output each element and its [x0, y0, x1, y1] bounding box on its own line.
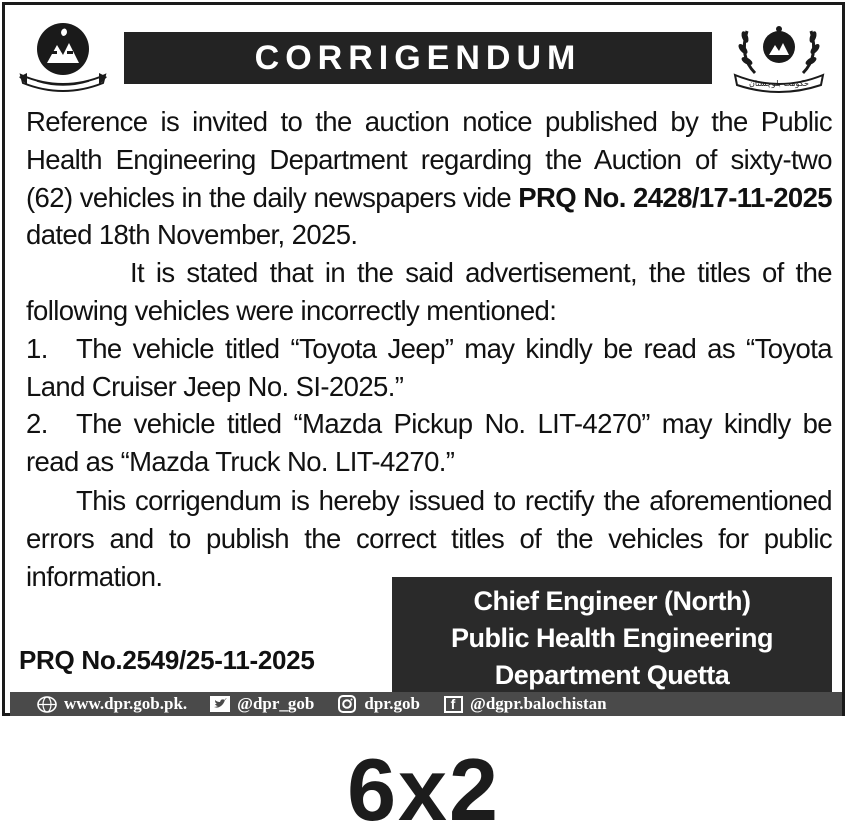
- notice-frame: [2, 2, 845, 716]
- list-item-text: The vehicle titled “Mazda Pickup No. LIT-4270” may kindly be read as “Mazda Truck No. LIT-4270.”: [26, 408, 832, 478]
- footer-website[interactable]: [36, 694, 187, 714]
- footer-bar: [10, 692, 842, 716]
- reference-date: dated 18th November, 2025.: [26, 219, 358, 251]
- signature-location: Department Quetta: [494, 660, 730, 690]
- facebook-handle[interactable]: @dgpr.balochistan: [470, 694, 607, 713]
- reference-paragraph: [26, 103, 832, 254]
- balochistan-emblem-right-icon: [721, 17, 837, 95]
- list-item-number: 1.: [26, 332, 48, 364]
- list-item-text: The vehicle titled “Toyota Jeep” may kindly be read as “Toyota Land Cruiser Jeep No. SI-2025.”: [26, 332, 832, 402]
- ad-size-label: 6x2: [347, 740, 500, 831]
- list-item: [26, 405, 832, 481]
- footer-facebook[interactable]: [442, 694, 607, 714]
- reference-prq-number: PRQ No. 2428/17-11-2025: [518, 181, 833, 213]
- website-link[interactable]: www.dpr.gob.pk.: [64, 694, 188, 713]
- list-item: [26, 330, 832, 406]
- reference-text: Reference is invited to the auction notice published by the Public Health Engineering Department regarding the Auction of sixty-two (62) vehicles in the daily newspapers vide: [26, 106, 832, 213]
- globe-icon: [36, 696, 58, 713]
- twitter-icon: [209, 696, 231, 713]
- instagram-handle[interactable]: dpr.gob: [364, 694, 420, 713]
- signature-title: Chief Engineer (North): [473, 586, 751, 616]
- signature-department: Public Health Engineering: [450, 623, 774, 653]
- instagram-icon: [336, 696, 358, 713]
- twitter-handle[interactable]: @dpr_gob: [237, 694, 315, 713]
- footer-twitter[interactable]: [209, 694, 314, 714]
- facebook-glyph: f: [444, 696, 463, 713]
- prq-number: PRQ No.2549/25-11-2025: [19, 645, 315, 675]
- facebook-icon: [442, 696, 464, 713]
- signature-block: [392, 577, 832, 693]
- list-item-number: 2.: [26, 408, 48, 440]
- balochistan-emblem-left-icon: [17, 15, 109, 93]
- page-title: CORRIGENDUM: [124, 32, 712, 84]
- statement-paragraph: It is stated that in the said advertisement, the titles of the following vehicles were incorrectly mentioned:: [26, 257, 832, 326]
- closing-text: This corrigendum is hereby issued to rectify the aforementioned errors and to publish the correct titles of the vehicles for public information.: [26, 485, 832, 592]
- footer-instagram[interactable]: [336, 694, 420, 714]
- notice-body: [26, 103, 832, 481]
- right-emblem-text: حکومت بلوچستان: [749, 79, 809, 88]
